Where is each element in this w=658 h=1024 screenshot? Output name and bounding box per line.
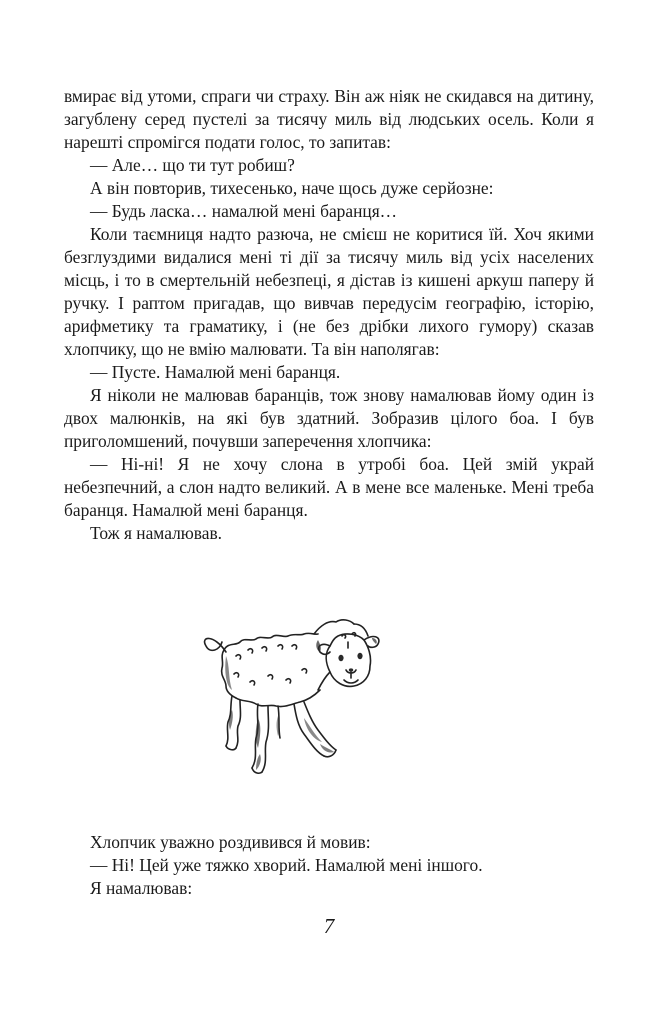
paragraph: — Ні! Цей уже тяжко хворий. Намалюй мені іншого. — [90, 855, 483, 875]
paragraph: — Пусте. Намалюй мені баранця. — [90, 362, 341, 382]
paragraph: Тож я намалював. — [90, 523, 222, 543]
page-number: 7 — [323, 914, 335, 938]
paragraph: — Ні-ні! Я не хочу слона в утробі боа. Цей змій украй небезпечний, а слон надто великий. А в мене все маленьке. Мені треба баранця. Намалюй мені баранця. — [64, 454, 594, 520]
paragraph: Хлопчик уважно роздивився й мовив: — [90, 832, 371, 852]
paragraph: Я ніколи не малював баранців, тож знову намалював йому один із двох малюнків, на які був здатний. Зобразив цілого боа. І був приголомшений, почувши заперечення хлопчика: — [64, 385, 594, 451]
paragraph: вмирає від утоми, спраги чи страху. Він аж ніяк не скидався на дитину, загублену серед пустелі за тисячу миль від людських осель. Коли я нарешті спромігся подати голос, то запитав: — [64, 86, 594, 152]
text-block-bottom — [64, 831, 594, 900]
sick-lamb-drawing — [196, 606, 422, 786]
text-block-top — [64, 85, 594, 545]
lamb-illustration — [196, 606, 422, 786]
paragraph: Коли таємниця надто разюча, не смієш не коритися їй. Хоч якими безглуздими видалися мені ті дії за тисячу миль від усіх населених місць, і то в смертельній небезпеці, я дістав із кишені аркуш паперу й ручку. І раптом пригадав, що вивчав передусім географію, історію, арифметику та граматику, і (не без дрібки лихого гумору) сказав хлопчику, що не вмію малювати. Та він наполягав: — [64, 224, 594, 359]
paragraph: А він повторив, тихесенько, наче щось дуже серйозне: — [90, 178, 494, 198]
paragraph: Я намалював: — [90, 878, 193, 898]
paragraph: — Будь ласка… намалюй мені баранця… — [90, 201, 398, 221]
paragraph: — Але… що ти тут робиш? — [90, 155, 295, 175]
